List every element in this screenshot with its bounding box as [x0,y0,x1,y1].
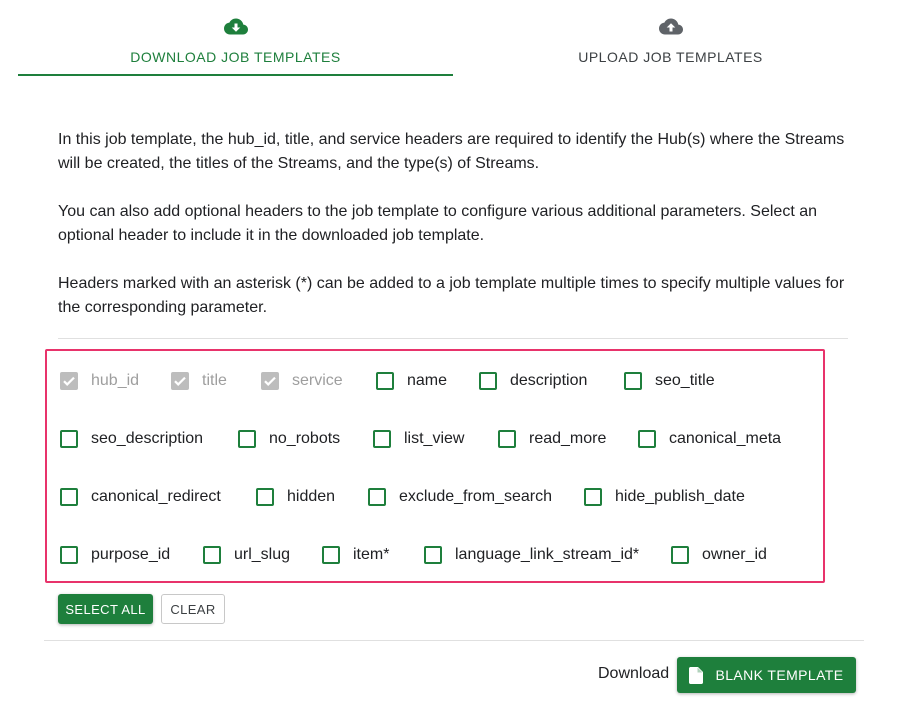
checkbox[interactable] [376,372,394,390]
checkbox[interactable] [373,430,391,448]
intro-paragraph-optional: You can also add optional headers to the job template to configure various additional parameters. Select an optional header to include it in the downloaded job template. [58,203,818,244]
header-option-label: canonical_meta [669,430,782,447]
intro-text [58,128,858,344]
header-option[interactable] [671,543,767,567]
header-option-label: no_robots [269,430,341,447]
checkbox[interactable] [671,546,689,564]
tab-upload-label: UPLOAD JOB TEMPLATES [578,49,763,65]
checkmark-icon [173,374,187,388]
checkbox[interactable] [368,488,386,506]
checkbox[interactable] [60,488,78,506]
header-option-label: list_view [404,430,465,447]
checkbox[interactable] [624,372,642,390]
checkbox[interactable] [584,488,602,506]
header-option[interactable] [498,427,606,451]
clear-button[interactable]: CLEAR [161,594,225,624]
header-option-label: exclude_from_search [399,488,552,505]
checkbox[interactable] [60,546,78,564]
select-all-button[interactable]: SELECT ALL [58,594,153,624]
checkbox[interactable] [60,430,78,448]
intro-paragraph-asterisk: Headers marked with an asterisk (*) can be added to a job template multiple times to specify multiple values for the corresponding parameter. [58,275,845,316]
header-options-panel [45,349,825,583]
intro-paragraph-required: In this job template, the hub_id, title, and service headers are required to identify the Hub(s) where the Streams will be created, the titles of the Streams, and the type(s) of Streams. [58,131,845,172]
divider [44,640,864,641]
header-option-label: owner_id [702,546,767,563]
header-option-label: url_slug [234,546,291,563]
header-option[interactable] [238,427,340,451]
header-option[interactable] [638,427,781,451]
header-option-label: seo_title [655,372,715,389]
header-option-label: language_link_stream_id* [455,546,640,563]
checkmark-icon [62,374,76,388]
header-option-label: read_more [529,430,607,447]
header-option-label: hide_publish_date [615,488,745,505]
header-option-label: service [292,372,343,389]
checkbox[interactable] [261,372,279,390]
cloud-download-icon [224,16,248,38]
header-option[interactable] [322,543,389,567]
header-option[interactable] [60,485,221,509]
header-option[interactable] [60,369,139,393]
file-icon [689,667,703,684]
divider [58,338,848,339]
active-tab-indicator [18,74,453,76]
header-option-label: hidden [287,488,336,505]
header-option[interactable] [376,369,447,393]
header-option-label: hub_id [91,372,140,389]
checkbox[interactable] [638,430,656,448]
header-option-label: canonical_redirect [91,488,221,505]
tab-upload-job-templates[interactable] [453,0,888,78]
header-option[interactable] [171,369,227,393]
checkmark-icon [263,374,277,388]
header-option-label: purpose_id [91,546,171,563]
header-option-label: seo_description [91,430,204,447]
header-option[interactable] [203,543,290,567]
checkbox[interactable] [479,372,497,390]
cloud-upload-icon [659,16,683,38]
checkbox[interactable] [171,372,189,390]
download-label: Download [598,665,670,682]
blank-template-label: BLANK TEMPLATE [715,667,844,683]
header-option[interactable] [368,485,552,509]
checkbox[interactable] [238,430,256,448]
header-option[interactable] [479,369,587,393]
header-option[interactable] [624,369,715,393]
header-option-label: name [407,372,448,389]
header-option[interactable] [261,369,343,393]
header-option[interactable] [584,485,745,509]
tab-download-job-templates[interactable] [18,0,453,78]
header-option[interactable] [60,543,170,567]
header-option[interactable] [60,427,203,451]
checkbox[interactable] [322,546,340,564]
checkbox[interactable] [203,546,221,564]
header-option[interactable] [424,543,639,567]
checkbox[interactable] [256,488,274,506]
blank-template-button[interactable] [677,657,856,693]
checkbox[interactable] [60,372,78,390]
header-option-label: description [510,372,588,389]
tab-bar [18,0,888,78]
checkbox[interactable] [424,546,442,564]
header-option-label: item* [353,546,390,563]
header-option-label: title [202,372,227,389]
header-option[interactable] [256,485,335,509]
checkbox[interactable] [498,430,516,448]
header-option[interactable] [373,427,464,451]
tab-download-label: DOWNLOAD JOB TEMPLATES [130,49,341,65]
